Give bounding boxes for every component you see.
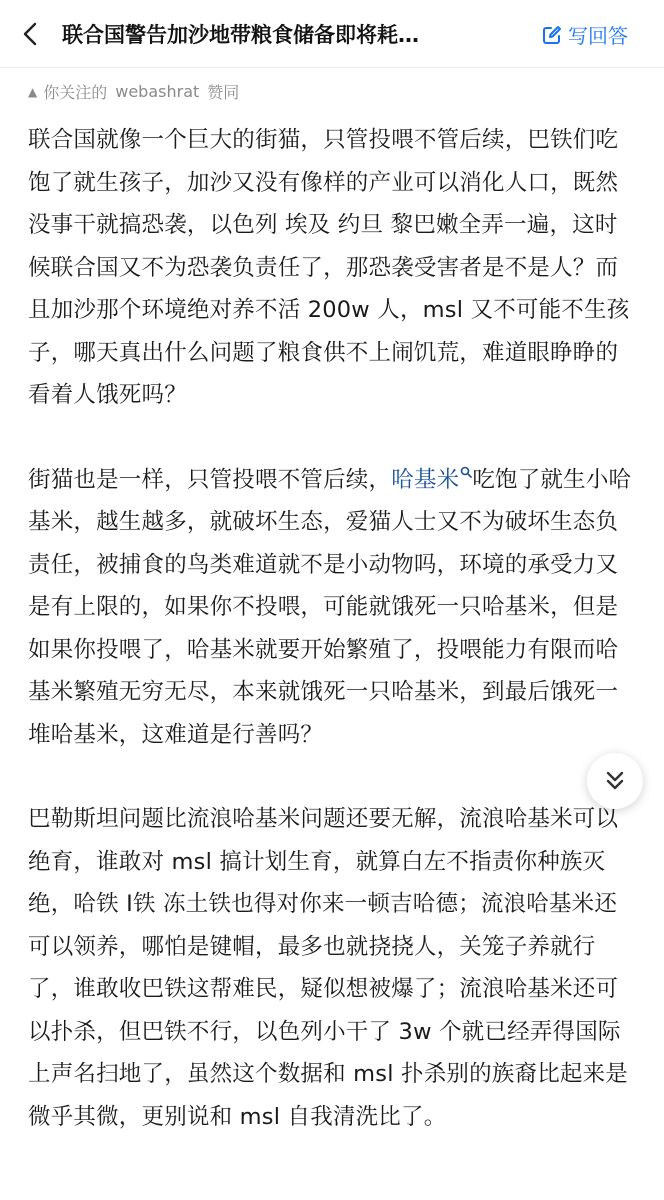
answer-paragraph-1: 联合国就像一个巨大的街猫，只管投喂不管后续，巴铁们吃饱了就生孩子，加沙又没有像样的产业可以消化人口，既然没事干就搞恐袭，以色列 埃及 约旦 黎巴嫩全弄一遍，这时候联合国又不为恐袭负责任了，那恐袭受害者是不是人？而且加沙那个环境绝对养不活 200w 人，msl 又不可能不生孩子，哪天真出什么问题了粮食供不上闹饥荒，难道眼睁睁的看着人饿死吗？ [28, 127, 630, 408]
back-button[interactable] [18, 22, 42, 46]
edit-icon [542, 25, 562, 45]
keyword-link-hajimi[interactable] [391, 467, 472, 493]
double-chevron-down-icon [605, 770, 625, 792]
paragraph-2-text-after: 吃饱了就生小哈基米，越生越多，就破坏生态，爱猫人士又不为破坏生态负责任，被捕食的鸟类难道就不是小动物吗，环境的承受力又是有上限的，如果你不投喂，可能就饿死一只哈基米，但是如果你投喂了，哈基米就要开始繁殖了，投喂能力有限而哈基米繁殖无穷无尽，本来就饿死一只哈基米，到最后饿死一堆哈基米，这难道是行善吗？ [28, 466, 632, 748]
upvote-user[interactable]: webashrat [115, 82, 200, 101]
answer-paragraph-2 [28, 459, 636, 757]
next-answer-button[interactable] [587, 753, 643, 809]
chevron-left-icon [23, 22, 37, 46]
answer-content [0, 119, 664, 1138]
upvote-prefix: 你关注的 [43, 83, 108, 102]
search-icon [460, 466, 472, 478]
top-bar [0, 0, 664, 68]
keyword-link-text: 哈基米 [391, 466, 460, 493]
question-title[interactable]: 联合国警告加沙地带粮食储备即将耗… [62, 22, 419, 47]
answer-paragraph-3: 巴勒斯坦问题比流浪哈基米问题还要无解，流浪哈基米可以绝育，谁敢对 msl 搞计划生育，就算白左不指责你种族灭绝，哈铁 I铁 冻土铁也得对你来一顿吉哈德；流浪哈基米还可以领养，哪怕是键帽，最多也就挠挠人，关笼子养就行了，谁敢收巴铁这帮难民，疑似想被爆了；流浪哈基米还可以扑杀，但巴铁不行，以色列小干了 3w 个就已经弄得国际上声名扫地了，虽然这个数据和 msl 扑杀别的族裔比起来是微乎其微，更别说和 msl 自我清洗比了。 [28, 806, 628, 1130]
upvote-triangle-icon: ▲ [28, 84, 38, 99]
followed-upvote-info [28, 80, 664, 103]
upvote-action: 赞同 [207, 83, 240, 102]
write-answer-button[interactable] [542, 20, 628, 49]
write-answer-label: 写回答 [568, 24, 628, 48]
paragraph-2-text-before: 街猫也是一样，只管投喂不管后续， [28, 466, 392, 493]
